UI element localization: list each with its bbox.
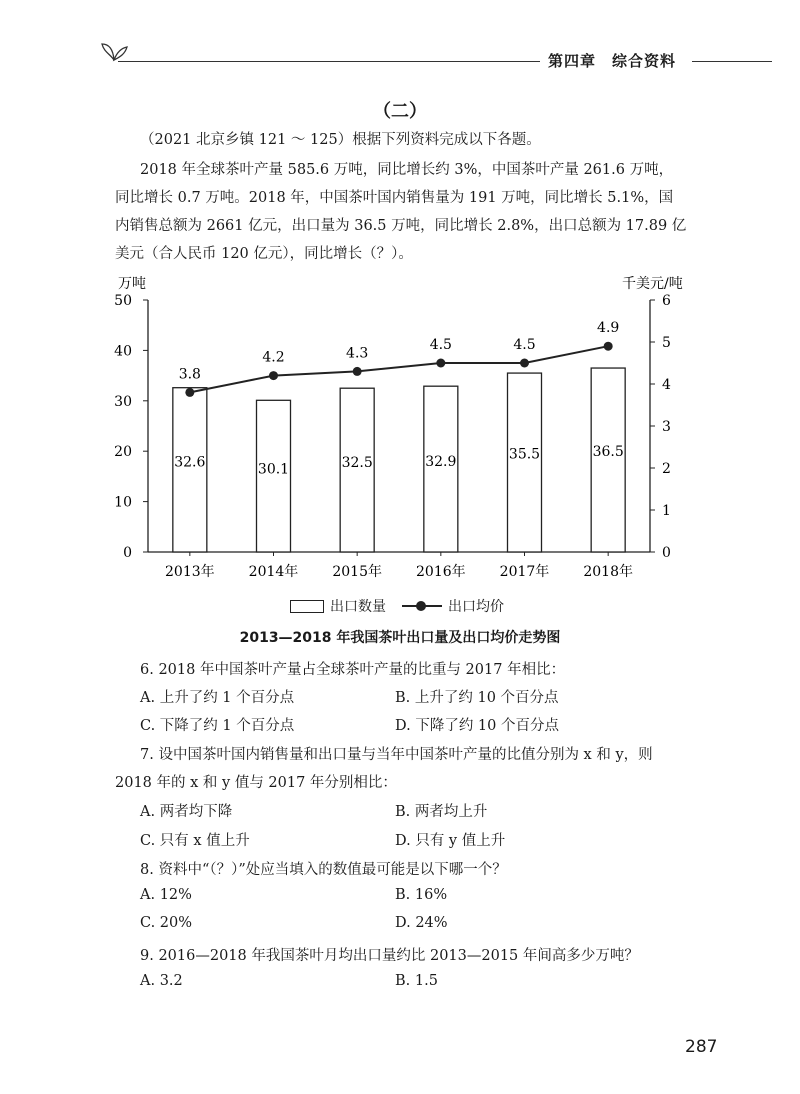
q7-stem-line-2: 2018 年的 x 和 y 值与 2017 年分别相比：: [115, 775, 397, 791]
right-tick-label: 5: [662, 335, 671, 351]
chapter-heading: 第四章 综合资料: [548, 52, 677, 70]
x-tick-label: 2017年: [499, 564, 550, 580]
q6-option-c[interactable]: C. 下降了约 1 个百分点: [140, 718, 295, 734]
price-label: 4.5: [513, 337, 536, 353]
q6-stem: 6. 2018 年中国茶叶产量占全球茶叶产量的比重与 2017 年相比：: [140, 662, 566, 678]
leaf-logo-icon: [100, 40, 128, 62]
price-line: [190, 346, 608, 392]
right-tick-label: 3: [662, 419, 671, 435]
left-axis-unit: 万吨: [118, 276, 146, 292]
source-line: （2021 北京乡镇 121 ～ 125）根据下列资料完成以下各题。: [140, 132, 541, 148]
q7-option-b[interactable]: B. 两者均上升: [395, 804, 488, 820]
bar-value-label: 32.9: [425, 453, 457, 470]
section-title: （二）: [373, 101, 427, 122]
bar-value-label: 30.1: [257, 461, 290, 478]
q7-stem-line-1: 7. 设中国茶叶国内销售量和出口量与当年中国茶叶产量的比值分别为 x 和 y，则: [140, 747, 653, 763]
x-tick-label: 2014年: [248, 564, 299, 580]
legend-line-label: 出口均价: [448, 599, 504, 615]
right-tick-label: 0: [662, 545, 671, 561]
left-tick-label: 20: [114, 444, 132, 461]
x-tick-label: 2016年: [416, 564, 466, 580]
price-label: 3.8: [178, 366, 201, 383]
q6-option-a[interactable]: A. 上升了约 1 个百分点: [140, 690, 295, 706]
right-tick-label: 4: [662, 377, 671, 393]
q8-option-c[interactable]: C. 20%: [140, 915, 193, 931]
paragraph-line-1: 2018 年全球茶叶产量 585.6 万吨，同比增长约 3%，中国茶叶产量 261.6 万吨，: [140, 162, 674, 178]
export-chart: [0, 270, 800, 600]
right-tick-label: 2: [662, 461, 671, 477]
q6-option-d[interactable]: D. 下降了约 10 个百分点: [395, 718, 559, 734]
left-tick-label: 10: [114, 494, 132, 511]
q9-stem: 9. 2016—2018 年我国茶叶月均出口量约比 2013—2015 年间高多少万吨？: [140, 948, 639, 964]
paragraph-line-3: 内销售总额为 2661 亿元，出口量为 36.5 万吨，同比增长 2.8%，出口总额为 17.89 亿: [115, 218, 687, 234]
price-label: 4.9: [597, 320, 620, 337]
price-label: 4.2: [262, 349, 285, 366]
q7-option-d[interactable]: D. 只有 y 值上升: [395, 833, 506, 849]
q8-option-b[interactable]: B. 16%: [395, 887, 448, 903]
price-point: [185, 388, 194, 397]
legend-bar-swatch: [290, 600, 324, 613]
x-tick-label: 2018年: [583, 564, 633, 580]
bar-value-label: 32.5: [341, 454, 373, 471]
x-tick-label: 2015年: [332, 564, 382, 580]
q8-stem: 8. 资料中“（？）”处应当填入的数值最可能是以下哪一个？: [140, 862, 507, 878]
x-tick-label: 2013年: [165, 564, 215, 580]
q6-option-b[interactable]: B. 上升了约 10 个百分点: [395, 690, 559, 706]
legend-bar-label: 出口数量: [330, 599, 386, 615]
price-point: [436, 359, 445, 368]
legend-line-swatch: [402, 600, 442, 612]
bar: [591, 368, 625, 552]
paragraph-line-4: 美元（合人民币 120 亿元），同比增长（？）。: [115, 246, 413, 262]
bar-value-label: 32.6: [174, 454, 206, 471]
left-tick-label: 50: [114, 293, 132, 309]
left-tick-label: 30: [114, 393, 132, 410]
right-axis-unit: 千美元/吨: [622, 276, 683, 292]
price-point: [520, 359, 529, 368]
page-number: 287: [685, 1037, 718, 1057]
price-point: [604, 342, 613, 351]
q9-option-a[interactable]: A. 3.2: [140, 973, 183, 989]
q7-option-a[interactable]: A. 两者均下降: [140, 804, 233, 820]
bar-value-label: 36.5: [592, 443, 624, 460]
price-label: 4.5: [429, 337, 452, 353]
chart-legend: [290, 596, 504, 616]
left-tick-label: 0: [123, 545, 132, 561]
right-tick-label: 6: [662, 293, 671, 309]
bar-value-label: 35.5: [508, 446, 541, 463]
header-rule-right: [692, 61, 772, 62]
paragraph-line-2: 同比增长 0.7 万吨。2018 年，中国茶叶国内销售量为 191 万吨，同比增长 5.1%，国: [115, 190, 674, 206]
q7-option-c[interactable]: C. 只有 x 值上升: [140, 833, 250, 849]
price-label: 4.3: [346, 345, 369, 362]
left-tick-label: 40: [114, 343, 132, 360]
header-rule-left: [118, 61, 540, 62]
right-tick-label: 1: [662, 503, 671, 519]
chart-caption: 2013—2018 年我国茶叶出口量及出口均价走势图: [239, 630, 561, 646]
price-point: [353, 367, 362, 376]
q8-option-a[interactable]: A. 12%: [140, 887, 192, 903]
q9-option-b[interactable]: B. 1.5: [395, 973, 438, 989]
q8-option-d[interactable]: D. 24%: [395, 915, 448, 931]
price-point: [269, 371, 278, 380]
